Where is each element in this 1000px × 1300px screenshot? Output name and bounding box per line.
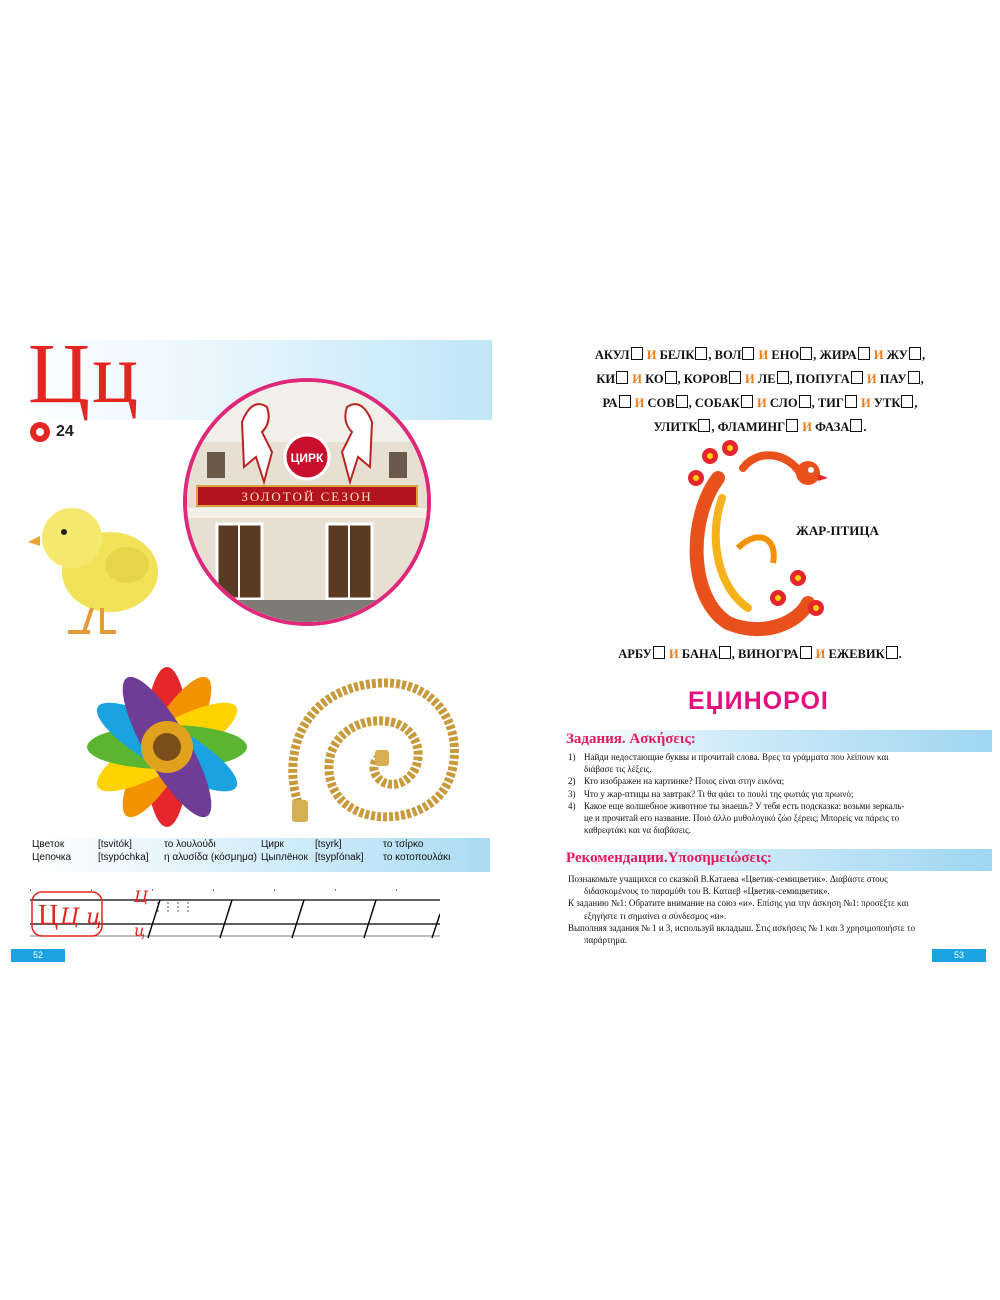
word-fragment: , ПОПУГА	[789, 372, 850, 386]
page-number-left: 52	[11, 949, 65, 962]
rainbow-flower-photo	[75, 655, 260, 840]
word-fragment: .	[863, 420, 867, 434]
conjunction-and: И	[665, 647, 682, 661]
vocab-translation: η αλυσίδα (κόσμημα)	[164, 852, 258, 863]
blank-letter-box	[742, 347, 754, 360]
vocab-word: Цветок	[32, 839, 65, 850]
blank-letter-box	[631, 347, 643, 360]
conjunction-and: И	[870, 348, 887, 362]
vocab-translation: το κοτοπουλάκι	[383, 852, 451, 863]
word-line	[540, 367, 980, 391]
blank-letter-box	[653, 646, 665, 659]
word-fragment: , ТИГ	[811, 396, 844, 410]
word-line	[540, 343, 980, 367]
task-item: 1) Найди недостающие буквы и прочитай слова. Βρες τα γράμματα που λείπουν και διάβασε τις λέξεις.	[568, 752, 889, 775]
conjunction-and: И	[643, 348, 660, 362]
vocab-translation: το τσίρκο	[383, 839, 424, 850]
vocab-word: Цирк	[261, 839, 284, 850]
word-fragment: ЖУ	[886, 348, 908, 362]
blank-letter-box	[909, 347, 921, 360]
firebird-label: ЖАР-ПТИЦА	[796, 523, 879, 538]
word-fragment: , ВИНОГРА	[731, 647, 799, 661]
blank-letter-box	[619, 395, 631, 408]
conjunction-and: И	[755, 348, 772, 362]
blank-letter-box	[741, 395, 753, 408]
word-fragment: АРБУ	[618, 647, 652, 661]
cursive-letters: Ц ц	[60, 905, 102, 930]
blank-letter-box	[851, 371, 863, 384]
conjunction-and: И	[629, 372, 646, 386]
word-fragment: ЕНО	[771, 348, 800, 362]
blank-letter-box	[719, 646, 731, 659]
blank-letter-box	[676, 395, 688, 408]
vocab-word: Цепочка	[32, 852, 72, 863]
word-fragment: ,	[920, 372, 924, 386]
word-line	[540, 415, 980, 439]
word-fragment: УЛИТК	[653, 420, 698, 434]
vocab-transcription: [tsypľónak]	[315, 852, 364, 863]
recommendations-heading-text: Рекомендации.Υποσημειώσεις:	[566, 850, 772, 866]
blank-letter-box	[695, 347, 707, 360]
vocab-row	[30, 851, 452, 864]
word-fragment: КИ	[596, 372, 616, 386]
word-fragment: , ВОЛ	[708, 348, 742, 362]
word-fragment: , ЖИРА	[813, 348, 857, 362]
word-fragment: .	[898, 647, 902, 661]
blank-letter-box	[800, 646, 812, 659]
word-fragment: , ФЛАМИНГ	[711, 420, 786, 434]
circus-banner-text: ЗОЛОТОЙ СЕЗОН	[241, 489, 373, 504]
conjunction-and: И	[741, 372, 758, 386]
word-fragment: ,	[921, 348, 926, 362]
blank-letter-box	[616, 371, 628, 384]
vocab-transcription: [tsvitók]	[98, 839, 132, 850]
word-fragment: УТК	[873, 396, 901, 410]
conjunction-and: И	[812, 647, 829, 661]
handwriting-practice	[30, 878, 440, 948]
lesson-number: 24	[56, 423, 74, 440]
guide-letter-bottom: ц	[134, 921, 146, 940]
recommendation-item: Познакомьте учащихся со сказкой В.Катаева «Цветик-семицветик». Διαβάστε στους διδασκομένους το παραμύθι του Β. Καταεβ «Цветик-семицветик».	[568, 874, 888, 897]
recommendation-item: К заданию №1: Обратите внимание на союз «и». Επίσης για την άσκηση №1: προσέξτε και εξηγήστε τι σημαίνει ο σύνδεσμος «и».	[568, 898, 909, 921]
word-fragment: ЕЖЕВИК	[828, 647, 885, 661]
page-letter: Цц	[28, 325, 141, 421]
gold-chain-photo	[270, 668, 475, 838]
task-item: 3) Что у жар-птицы на завтрак? Τι θα φάει το πουλί της φωτιάς για πρωινό;	[568, 788, 854, 799]
circus-photo	[183, 378, 431, 626]
tasks-heading-text: Задания. Ασκήσεις:	[566, 731, 696, 747]
lesson-marker-icon	[30, 422, 50, 442]
word-line	[540, 642, 980, 666]
conjunction-and: И	[863, 372, 880, 386]
printed-letter: Ц	[38, 900, 59, 931]
vocab-transcription: [tsypóchka]	[98, 852, 149, 863]
vocab-row	[30, 838, 452, 851]
word-fragment: ФАЗА	[815, 420, 850, 434]
lesson-badge	[30, 422, 74, 442]
word-fragment: , КОРОВ	[677, 372, 728, 386]
recommendation-item: Выполняя задания № 1 и 3, используй вкладыш. Στις ασκήσεις № 1 και 3 χρησιμοποιήστε το παράρτημα.	[568, 922, 915, 946]
recommendations-heading	[562, 849, 992, 871]
blank-letter-box	[698, 419, 710, 432]
word-fragment: БАНА	[681, 647, 718, 661]
blank-letter-box	[845, 395, 857, 408]
word-fragment: АКУЛ	[594, 348, 630, 362]
blank-letter-box	[729, 371, 741, 384]
vocab-translation: το λουλούδι	[164, 839, 216, 850]
circus-sign-text: ЦИРК	[290, 451, 324, 465]
conjunction-and: И	[799, 420, 816, 434]
word-fragment: , СОБАК	[688, 396, 740, 410]
vocabulary-table	[30, 838, 490, 872]
blank-letter-box	[799, 395, 811, 408]
word-fragment: ПАУ	[879, 372, 907, 386]
blank-letter-box	[777, 371, 789, 384]
guide-letter-top: Ц	[134, 887, 148, 906]
task-list	[568, 751, 968, 836]
blank-letter-box	[886, 646, 898, 659]
conjunction-and: И	[631, 396, 648, 410]
tasks-heading	[562, 730, 992, 752]
task-item: 2) Кто изображен на картинке? Ποιος είναι στην εικόνα;	[568, 776, 785, 787]
word-fragment: БЕЛК	[659, 348, 695, 362]
vocab-word: Цыплёнок	[261, 852, 308, 863]
fruit-words	[540, 642, 980, 666]
word-line	[540, 391, 980, 415]
conjunction-and: И	[857, 396, 874, 410]
word-fragment: СЛО	[769, 396, 798, 410]
blank-letter-box	[800, 347, 812, 360]
blank-letter-box	[908, 371, 920, 384]
conjunction-and: И	[753, 396, 770, 410]
blank-letter-box	[901, 395, 913, 408]
mirrored-word: ЕЏИНОРОІ	[688, 687, 829, 715]
page-number-right: 53	[932, 949, 986, 962]
blank-letter-box	[850, 419, 862, 432]
recommendations-list	[568, 873, 968, 946]
blank-letter-box	[786, 419, 798, 432]
word-fragment: РА	[602, 396, 618, 410]
chick-photo	[22, 490, 172, 640]
animal-words	[540, 343, 980, 439]
task-item: 4) Какое еще волшебное животное ты знаешь? У тебя есть подсказка: возьми зеркаль- це и прочитай его название. Ποιό άλλο μυθολογικό ζώο ξέρεις; Μπορείς να πάρεις το καθρεφτάκι και να διαβάσεις.	[568, 800, 905, 836]
vocab-transcription: [tsyrk]	[315, 839, 342, 850]
word-fragment: КО	[645, 372, 664, 386]
word-fragment: ЛЕ	[757, 372, 776, 386]
word-fragment: СОВ	[647, 396, 675, 410]
word-fragment: ,	[914, 396, 918, 410]
blank-letter-box	[858, 347, 870, 360]
blank-letter-box	[665, 371, 677, 384]
